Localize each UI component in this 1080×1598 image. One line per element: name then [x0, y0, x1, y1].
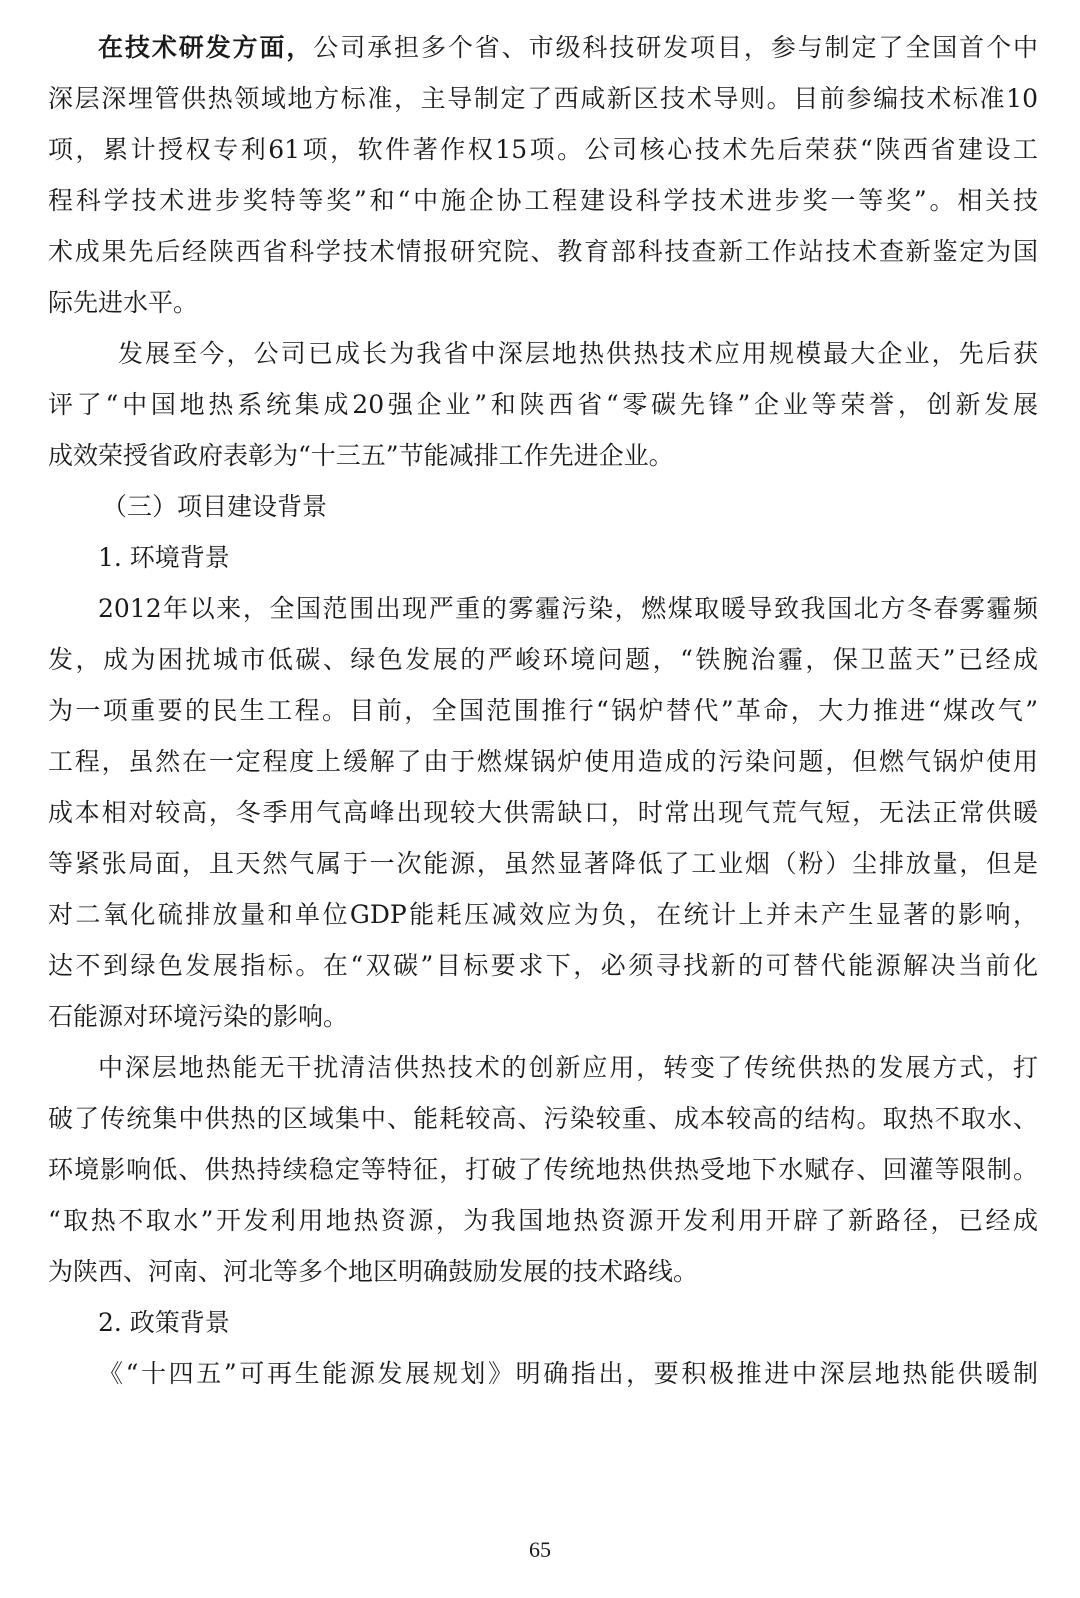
- paragraph-3-line-2: 发，成为困扰城市低碳、绿色发展的严峻环境问题，“铁腕治霾，保卫蓝天”已经成: [48, 645, 1038, 674]
- paragraph-3-line-8: 达不到绿色发展指标。在“双碳”目标要求下，必须寻找新的可替代能源解决当前化: [48, 951, 1038, 980]
- paragraph-2-line-3: 成效荣授省政府表彰为“十三五”节能减排工作先进企业。: [48, 441, 674, 470]
- subheading-policy: 2. 政策背景: [98, 1308, 230, 1337]
- paragraph-1-line-5: 术成果先后经陕西省科学技术情报研究院、教育部科技查新工作站技术查新鉴定为国: [48, 237, 1038, 266]
- paragraph-2-line-2: 评了“中国地热系统集成20强企业”和陕西省“零碳先锋”企业等荣誉，创新发展: [48, 390, 1038, 419]
- paragraph-5-line-1: 《“十四五”可再生能源发展规划》明确指出，要积极推进中深层地热能供暖制: [98, 1359, 1038, 1388]
- paragraph-1-line-1: [48, 22, 1038, 73]
- subheading-environment: 1. 环境背景: [98, 543, 230, 572]
- paragraph-3-line-6: 等紧张局面，且天然气属于一次能源，虽然显著降低了工业烟（粉）尘排放量，但是: [48, 849, 1038, 878]
- page-number: 65: [529, 1537, 551, 1562]
- paragraph-1-line-4: 程科学技术进步奖特等奖”和“中施企协工程建设科学技术进步奖一等奖”。相关技: [48, 186, 1038, 215]
- paragraph-1-line-3: 项，累计授权专利61项，软件著作权15项。公司核心技术先后荣获“陕西省建设工: [48, 135, 1038, 164]
- paragraph-1-line-2: 深层深埋管供热领域地方标准，主导制定了西咸新区技术导则。目前参编技术标准10: [48, 84, 1038, 113]
- paragraph-2-line-1: 发展至今，公司已成长为我省中深层地热供热技术应用规模最大企业，先后获: [118, 339, 1038, 368]
- paragraph-3-line-5: 成本相对较高，冬季用气高峰出现较大供需缺口，时常出现气荒气短，无法正常供暖: [48, 798, 1038, 827]
- paragraph-1-line-6: 际先进水平。: [48, 288, 199, 317]
- paragraph-4-line-4: “取热不取水”开发利用地热资源，为我国地热资源开发利用开辟了新路径，已经成: [48, 1206, 1038, 1235]
- paragraph-4-line-2: 破了传统集中供热的区域集中、能耗较高、污染较重、成本较高的结构。取热不取水、: [48, 1104, 1038, 1133]
- paragraph-4-line-3: 环境影响低、供热持续稳定等特征，打破了传统地热供热受地下水赋存、回灌等限制。: [48, 1155, 1038, 1184]
- section-heading: （三）项目建设背景: [102, 492, 328, 521]
- paragraph-3-line-4: 工程，虽然在一定程度上缓解了由于燃煤锅炉使用造成的污染问题，但燃气锅炉使用: [48, 747, 1038, 776]
- paragraph-3-line-7: 对二氧化硫排放量和单位GDP能耗压减效应为负，在统计上并未产生显著的影响，: [48, 900, 1038, 929]
- paragraph-1-line-1-text: 公司承担多个省、市级科技研发项目，参与制定了全国首个中: [313, 33, 1038, 62]
- paragraph-3-line-1: 2012年以来，全国范围出现严重的雾霾污染，燃煤取暖导致我国北方冬春雾霾频: [98, 594, 1038, 623]
- paragraph-3-line-9: 石能源对环境污染的影响。: [48, 1002, 349, 1031]
- paragraph-4-line-5: 为陕西、河南、河北等多个地区明确鼓励发展的技术路线。: [48, 1257, 699, 1286]
- paragraph-3-line-3: 为一项重要的民生工程。目前，全国范围推行“锅炉替代”革命，大力推进“煤改气”: [48, 696, 1038, 725]
- document-body: [48, 22, 1038, 1399]
- bold-lead-phrase: 在技术研发方面，: [98, 33, 314, 62]
- paragraph-4-line-1: 中深层地热能无干扰清洁供热技术的创新应用，转变了传统供热的发展方式，打: [98, 1053, 1038, 1082]
